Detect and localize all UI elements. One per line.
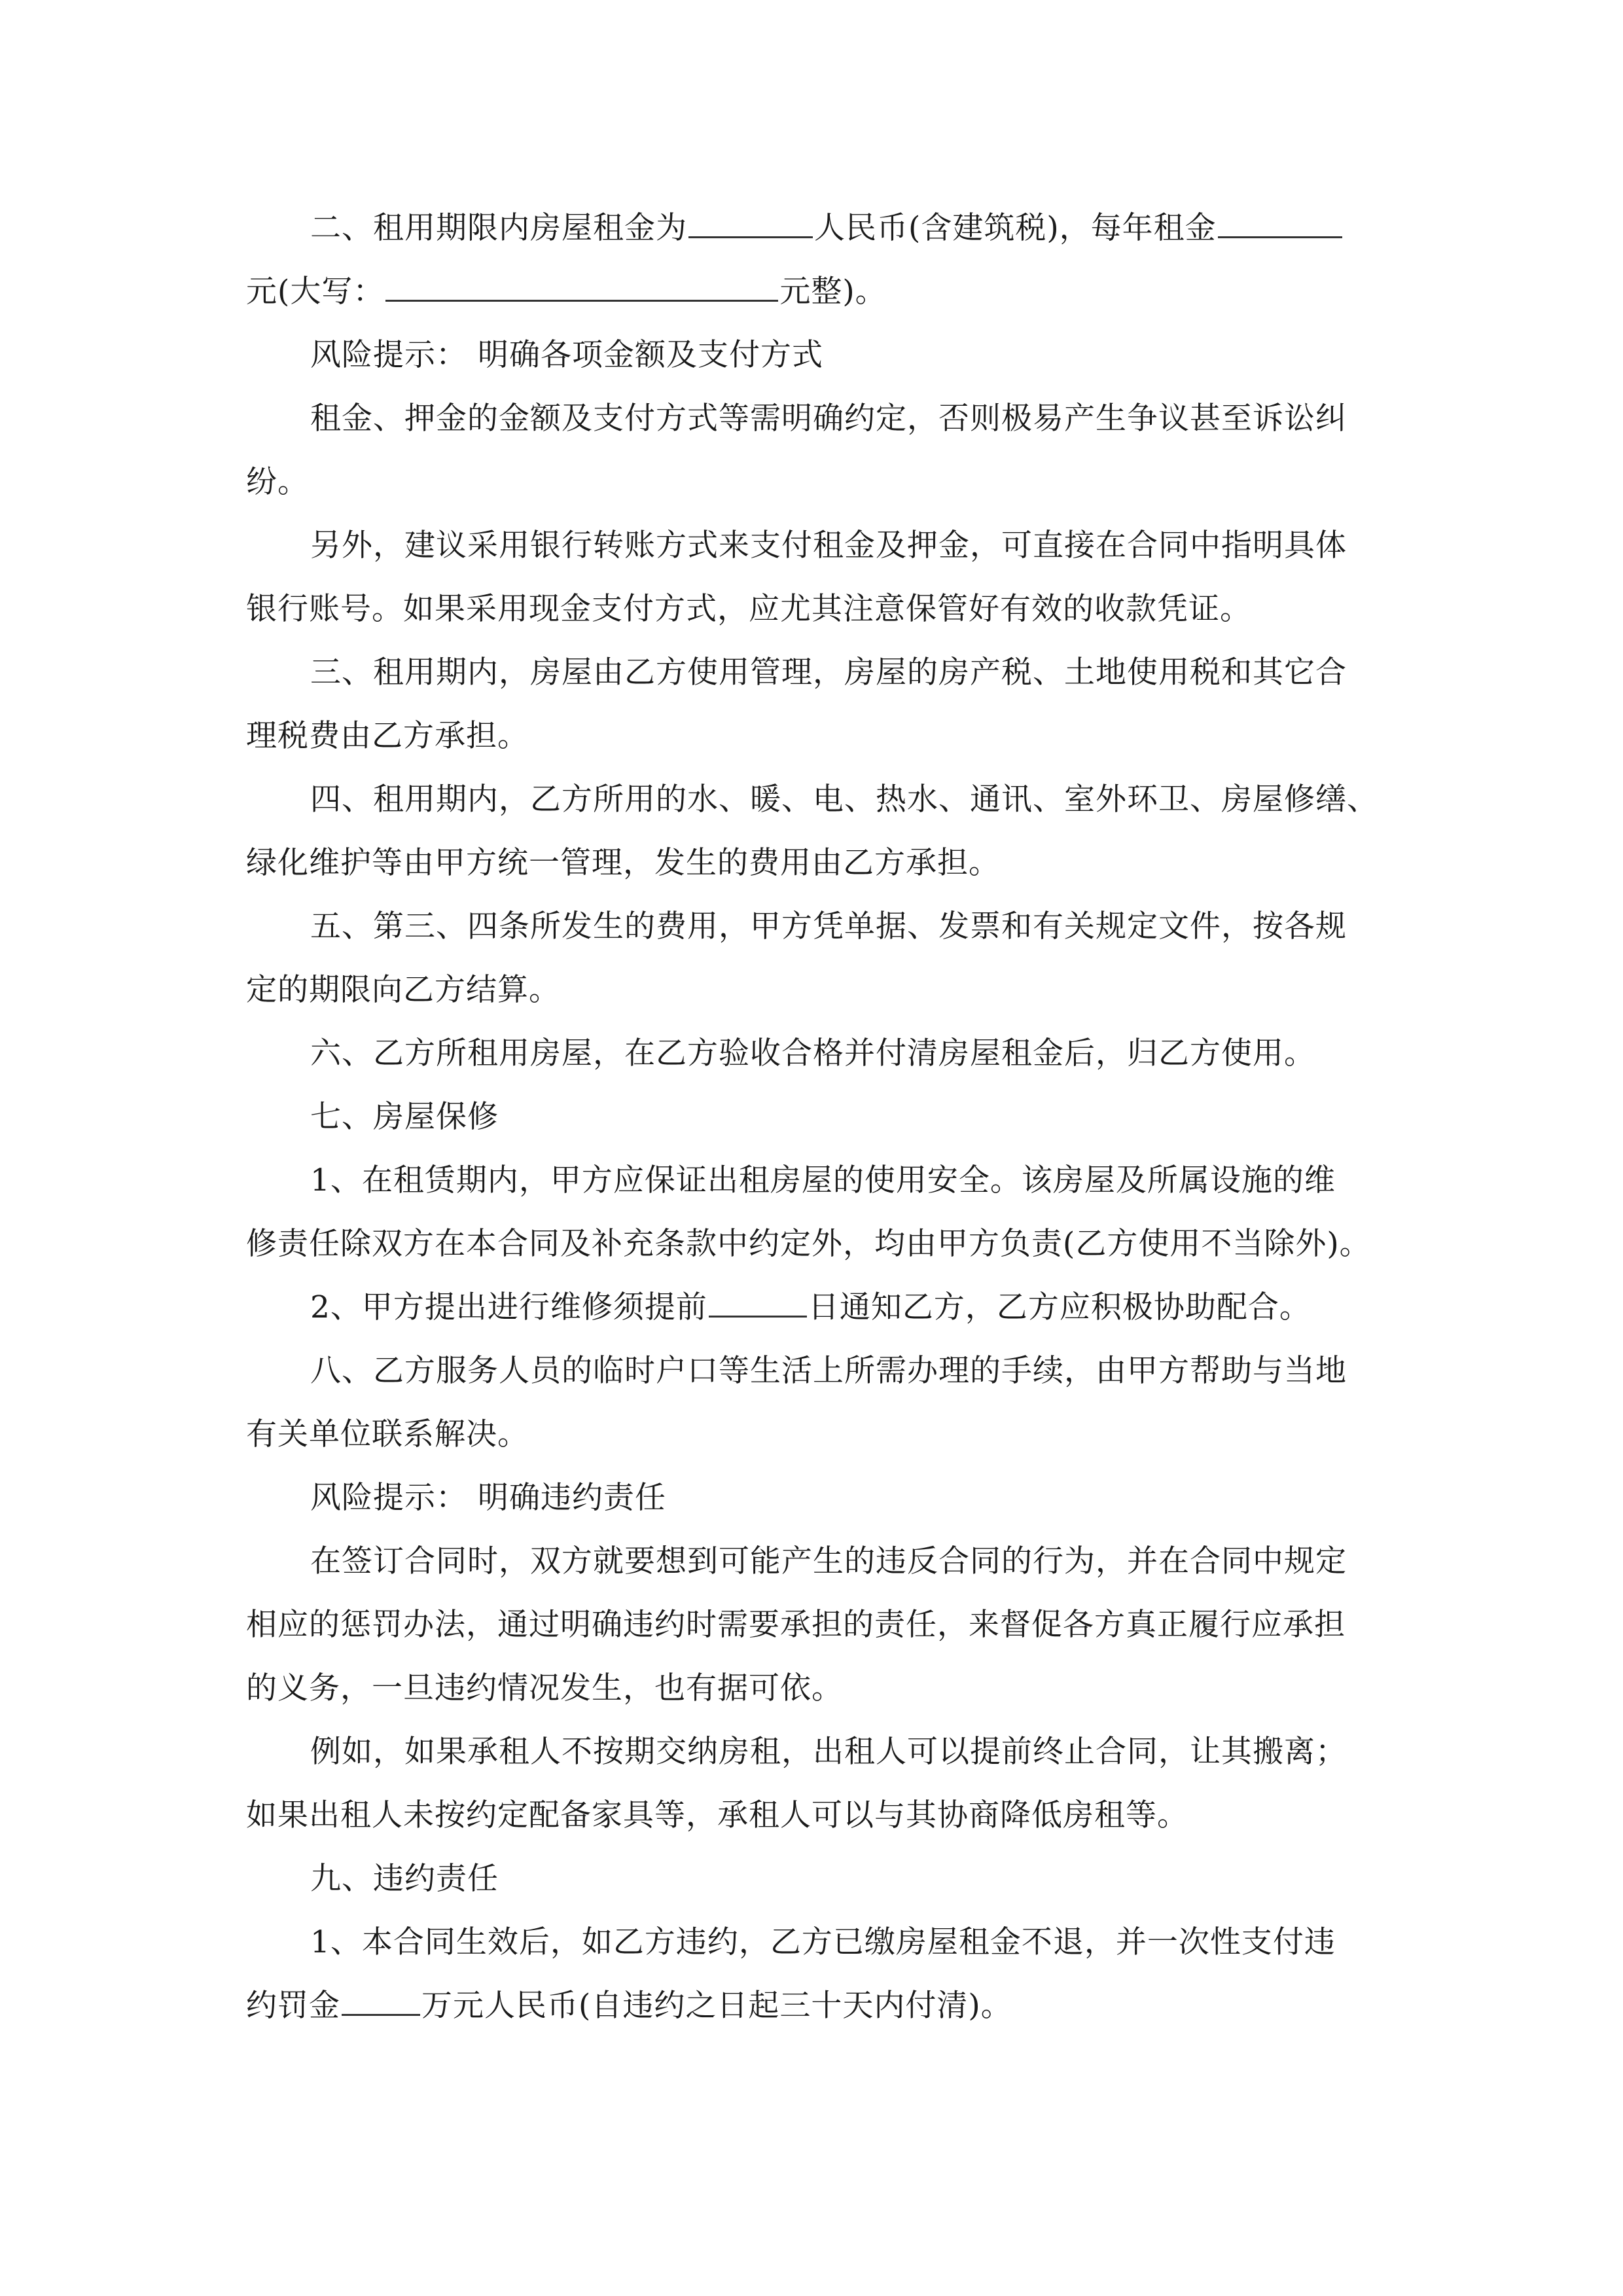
annual-rent-blank[interactable] xyxy=(1218,210,1342,238)
penalty-amount-blank[interactable] xyxy=(342,1988,420,2016)
clause-9-text-a: 约罚金 xyxy=(246,1988,340,2024)
risk-tip-amounts: 风险提示： 明确各项金额及支付方式 xyxy=(310,337,823,373)
para-amount-agreement xyxy=(246,387,1378,514)
clause-7-item-1-line-2: 修责任除双方在本合同及补充条款中约定外，均由甲方负责(乙方使用不当除外)。 xyxy=(246,1226,1371,1262)
notice-days-blank[interactable] xyxy=(709,1289,807,1318)
para-bank-line-1: 另外，建议采用银行转账方式来支付租金及押金，可直接在合同中指明具体 xyxy=(310,528,1347,564)
para-bank-line-2: 银行账号。如果采用现金支付方式，应尤其注意保管好有效的收款凭证。 xyxy=(246,591,1251,627)
contract-body xyxy=(246,196,1378,2037)
para-breach-line-3: 的义务，一旦违约情况发生，也有据可依。 xyxy=(246,1670,843,1706)
para-example xyxy=(246,1720,1378,1847)
clause-3-line-2: 理税费由乙方承担。 xyxy=(246,718,529,754)
para-example-line-2: 如果出租人未按约定配备家具等，承租人可以与其协商降低房租等。 xyxy=(246,1797,1188,1833)
clause-7-item-2 xyxy=(246,1276,1378,1339)
para-amount-line-1: 租金、押金的金额及支付方式等需明确约定，否则极易产生争议甚至诉讼纠 xyxy=(310,401,1347,437)
clause-8 xyxy=(246,1339,1378,1466)
clause-7-item-2-text-b: 日通知乙方，乙方应积极协助配合。 xyxy=(808,1289,1311,1325)
clause-5-line-2: 定的期限向乙方结算。 xyxy=(246,972,560,1008)
clause-9-item-1-line-1: 1、本合同生效后，如乙方违约，乙方已缴房屋租金不退，并一次性支付违 xyxy=(310,1924,1336,1960)
clause-2-text-a: 二、租用期限内房屋租金为 xyxy=(310,210,687,246)
clause-3-line-1: 三、租用期内，房屋由乙方使用管理，房屋的房产税、土地使用税和其它合 xyxy=(310,655,1347,691)
clause-4 xyxy=(246,768,1378,895)
clause-2-text-d: 元整)。 xyxy=(779,274,887,310)
clause-9-item-1 xyxy=(246,1910,1378,2037)
clause-2-text-c: 元(大写： xyxy=(246,274,385,310)
clause-9-item-1-line-2 xyxy=(246,1974,1378,2037)
para-breach-line-2: 相应的惩罚办法，通过明确违约时需要承担的责任，来督促各方真正履行应承担 xyxy=(246,1607,1346,1643)
clause-9-text-b: 万元人民币(自违约之日起三十天内付清)。 xyxy=(421,1988,1012,2024)
clause-2-text-b: 人民币(含建筑税)，每年租金 xyxy=(814,210,1217,246)
clause-7-item-2-text-a: 2、甲方提出进行维修须提前 xyxy=(310,1289,707,1325)
clause-5 xyxy=(246,895,1378,1022)
clause-6: 六、乙方所租用房屋，在乙方验收合格并付清房屋租金后，归乙方使用。 xyxy=(310,1035,1315,1071)
clause-8-line-2: 有关单位联系解决。 xyxy=(246,1416,529,1452)
rent-amount-blank[interactable] xyxy=(688,210,813,238)
para-breach-line-1: 在签订合同时，双方就要想到可能产生的违反合同的行为，并在合同中规定 xyxy=(310,1543,1347,1579)
para-bank-transfer xyxy=(246,514,1378,641)
clause-8-line-1: 八、乙方服务人员的临时户口等生活上所需办理的手续，由甲方帮助与当地 xyxy=(310,1353,1347,1389)
clause-4-line-2: 绿化维护等由甲方统一管理，发生的费用由乙方承担。 xyxy=(246,845,1000,881)
para-example-line-1: 例如，如果承租人不按期交纳房租，出租人可以提前终止合同，让其搬离； xyxy=(310,1734,1347,1770)
clause-7-heading: 七、房屋保修 xyxy=(310,1099,499,1135)
clause-2-rent xyxy=(246,196,1378,323)
clause-5-line-1: 五、第三、四条所发生的费用，甲方凭单据、发票和有关规定文件，按各规 xyxy=(310,908,1347,944)
rent-uppercase-blank[interactable] xyxy=(385,274,778,302)
clause-2-line-2 xyxy=(246,260,1378,323)
clause-7-item-1 xyxy=(246,1149,1378,1276)
clause-4-line-1: 四、租用期内，乙方所用的水、暖、电、热水、通讯、室外环卫、房屋修缮、 xyxy=(310,781,1378,817)
para-breach-planning xyxy=(246,1530,1378,1720)
risk-tip-breach: 风险提示： 明确违约责任 xyxy=(310,1480,666,1516)
clause-7-item-1-line-1: 1、在租赁期内，甲方应保证出租房屋的使用安全。该房屋及所属设施的维 xyxy=(310,1162,1336,1198)
para-amount-line-2: 纷。 xyxy=(246,464,309,500)
clause-9-heading: 九、违约责任 xyxy=(310,1861,499,1897)
clause-3 xyxy=(246,641,1378,768)
